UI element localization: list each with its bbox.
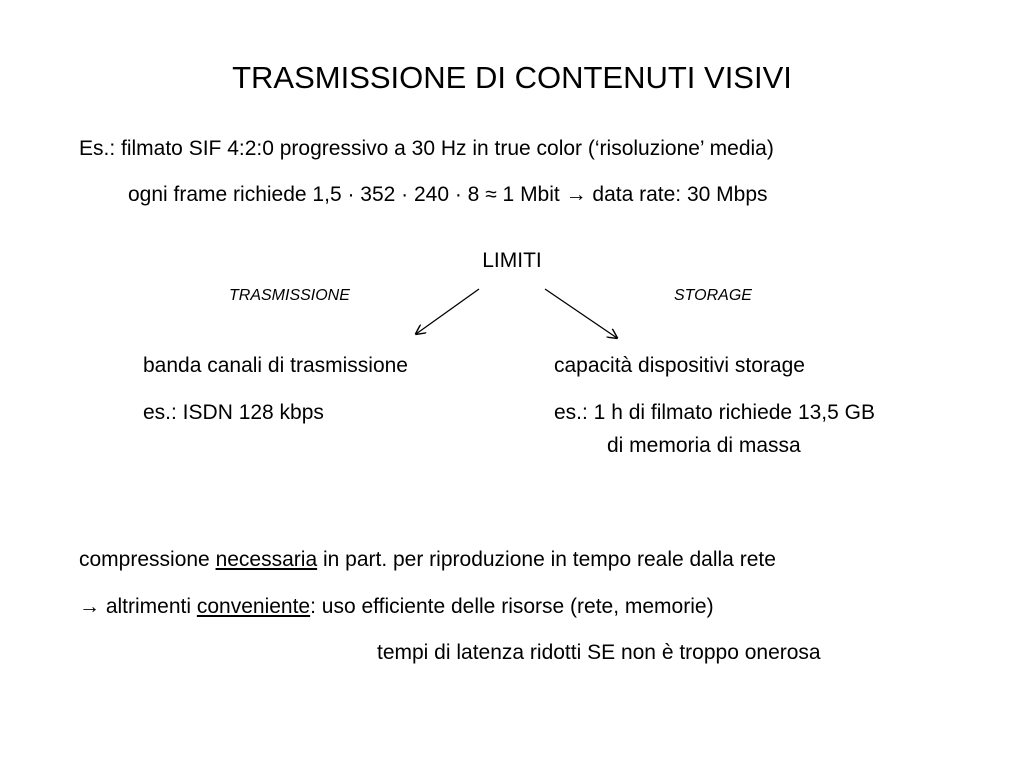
conclusion-line-1-pre: compressione <box>79 548 216 571</box>
arrow-to-storage <box>545 289 617 338</box>
example-line-2: ogni frame richiede 1,5 · 352 · 240 · 8 ≈ 1 Mbit → data rate: 30 Mbps <box>128 183 768 206</box>
conclusion-line-1-post: in part. per riproduzione in tempo reale dalla rete <box>317 548 776 571</box>
transmission-bandwidth-text: banda canali di trasmissione <box>143 354 408 377</box>
limit-label-transmission: TRASMISSIONE <box>229 287 350 304</box>
transmission-example-text: es.: ISDN 128 kbps <box>143 401 324 424</box>
necessary-emphasis: necessaria <box>215 548 318 571</box>
conclusion-line-2-post: : uso efficiente delle risorse (rete, memorie) <box>310 595 714 618</box>
example-line-1: Es.: filmato SIF 4:2:0 progressivo a 30 Hz in true color (‘risoluzione’ media) <box>79 137 774 160</box>
storage-example-continuation: di memoria di massa <box>607 434 801 457</box>
limit-label-storage: STORAGE <box>674 287 752 304</box>
storage-capacity-text: capacità dispositivi storage <box>554 354 805 377</box>
convenient-emphasis: conveniente <box>196 595 311 618</box>
limits-heading: LIMITI <box>482 249 542 272</box>
storage-example-text: es.: 1 h di filmato richiede 13,5 GB <box>554 401 875 424</box>
conclusion-line-1 <box>79 549 776 570</box>
conclusion-line-2 <box>79 596 714 617</box>
slide-title: TRASMISSIONE DI CONTENUTI VISIVI <box>232 60 792 95</box>
conclusion-line-2-pre: → altrimenti <box>79 595 197 618</box>
conclusion-line-3: tempi di latenza ridotti SE non è troppo onerosa <box>377 641 821 664</box>
arrow-to-transmission <box>416 289 479 334</box>
